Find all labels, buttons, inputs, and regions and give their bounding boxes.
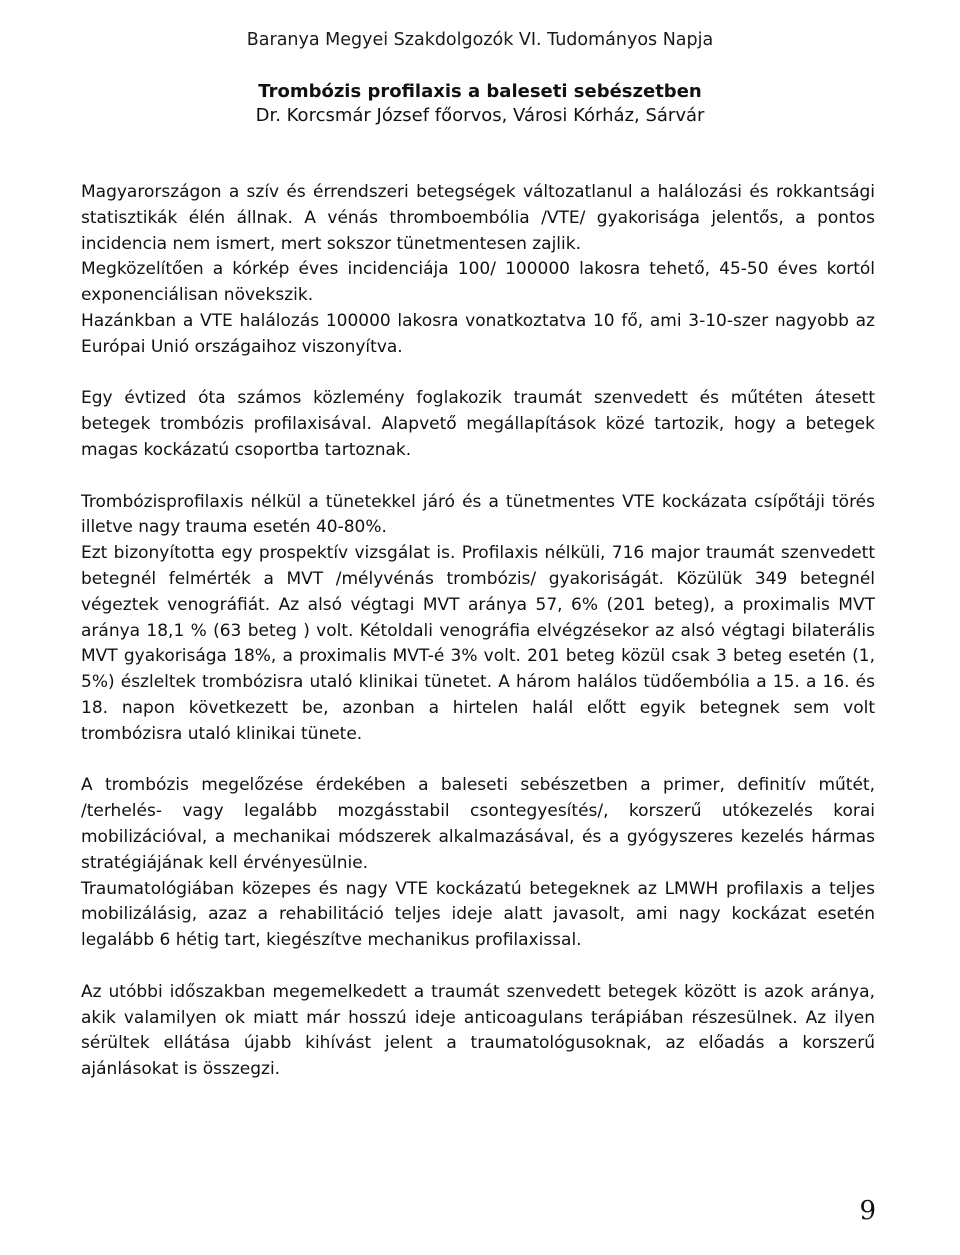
paragraph: Ezt bizonyította egy prospektív vizsgálat is. Profilaxis nélküli, 716 major traumát szenvedett betegnél felmérték a MVT /mélyvénás trombózis/ gyakoriságát. Közülük 349 betegnél végeztek venográfiát. Az alsó végtagi MVT aránya 57, 6% (201 beteg), a proximalis MVT aránya 18,1 % (63 beteg ) volt. Kétoldali venográfia elvégzésekor az alsó végtagi bilaterális MVT gyakorisága 18%, a proximalis MVT-é 3% volt. 201 beteg közül csak 3 beteg esetén (1, 5%) észleltek trombózisra utaló klinikai tünetet. A három halálos tüdőembólia a 15. a 16. és 18. napon következett be, azonban a hirtelen halál előtt egyik betegnek sem volt trombózisra utaló klinikai tünete. (81, 543, 875, 744)
paragraph: Trombózisprofilaxis nélkül a tünetekkel járó és a tünetmentes VTE kockázata csípőtáji törés illetve nagy trauma esetén 40-80%. (81, 491, 875, 538)
paragraph: Az utóbbi időszakban megemelkedett a traumát szenvedett betegek között is azok aránya, akik valamilyen ok miatt már hosszú ideje anticoagulans terápiában részesülnek. Az ilyen sérültek ellátása újabb kihívást jelent a traumatológusoknak, az előadás a korszerű ajánlásokat is összegzi. (81, 981, 875, 1080)
paragraph-gap (81, 954, 875, 980)
article-author: Dr. Korcsmár József főorvos, Városi Kórház, Sárvár (255, 105, 705, 126)
article-body (81, 180, 875, 1083)
paragraph: Hazánkban a VTE halálozás 100000 lakosra vonatkoztatva 10 fő, ami 3-10-szer nagyobb az Európai Unió országaihoz viszonyítva. (81, 310, 875, 357)
page-number: 9 (859, 1196, 876, 1226)
title-block (0, 80, 960, 128)
paragraph: A trombózis megelőzése érdekében a baleseti sebészetben a primer, definitív műtét, /terhelés- vagy legalább mozgásstabil csontegyesítés/, korszerű utókezelés korai mobilizációval, a mechanikai módszerek alkalmazásával, és a gyógyszeres kezelés hármas stratégiájának kell érvényesülnie. (81, 775, 875, 873)
article-title: Trombózis profilaxis a baleseti sebészetben (258, 81, 702, 102)
page-header: Baranya Megyei Szakdolgozók VI. Tudományos Napja (246, 30, 714, 50)
paragraph-gap (81, 361, 875, 387)
paragraph-gap (81, 464, 875, 490)
paragraph: Traumatológiában közepes és nagy VTE kockázatú betegeknek az LMWH profilaxis a teljes mobilizálásig, azaz a rehabilitáció teljes ideje alatt javasolt, ami nagy kockázat esetén legalább 6 hétig tart, kiegészítve mechanikus profilaxissal. (81, 878, 875, 951)
paragraph: Egy évtized óta számos közlemény foglakozik traumát szenvedett és műtéten átesett betegek trombózis profilaxisával. Alapvető megállapítások közé tartozik, hogy a betegek magas kockázatú csoportba tartoznak. (81, 388, 875, 460)
paragraph: Magyarországon a szív és érrendszeri betegségek változatlanul a halálozási és rokkantsági statisztikák élén állnak. A vénás thromboembólia /VTE/ gyakorisága jelentős, a pontos incidencia nem ismert, mert sokszor tünetmentesen zajlik. (81, 182, 875, 254)
paragraph: Megközelítően a kórkép éves incidenciája 100/ 100000 lakosra tehető, 45-50 éves kortól exponenciálisan növekszik. (81, 259, 875, 306)
paragraph-gap (81, 748, 875, 774)
